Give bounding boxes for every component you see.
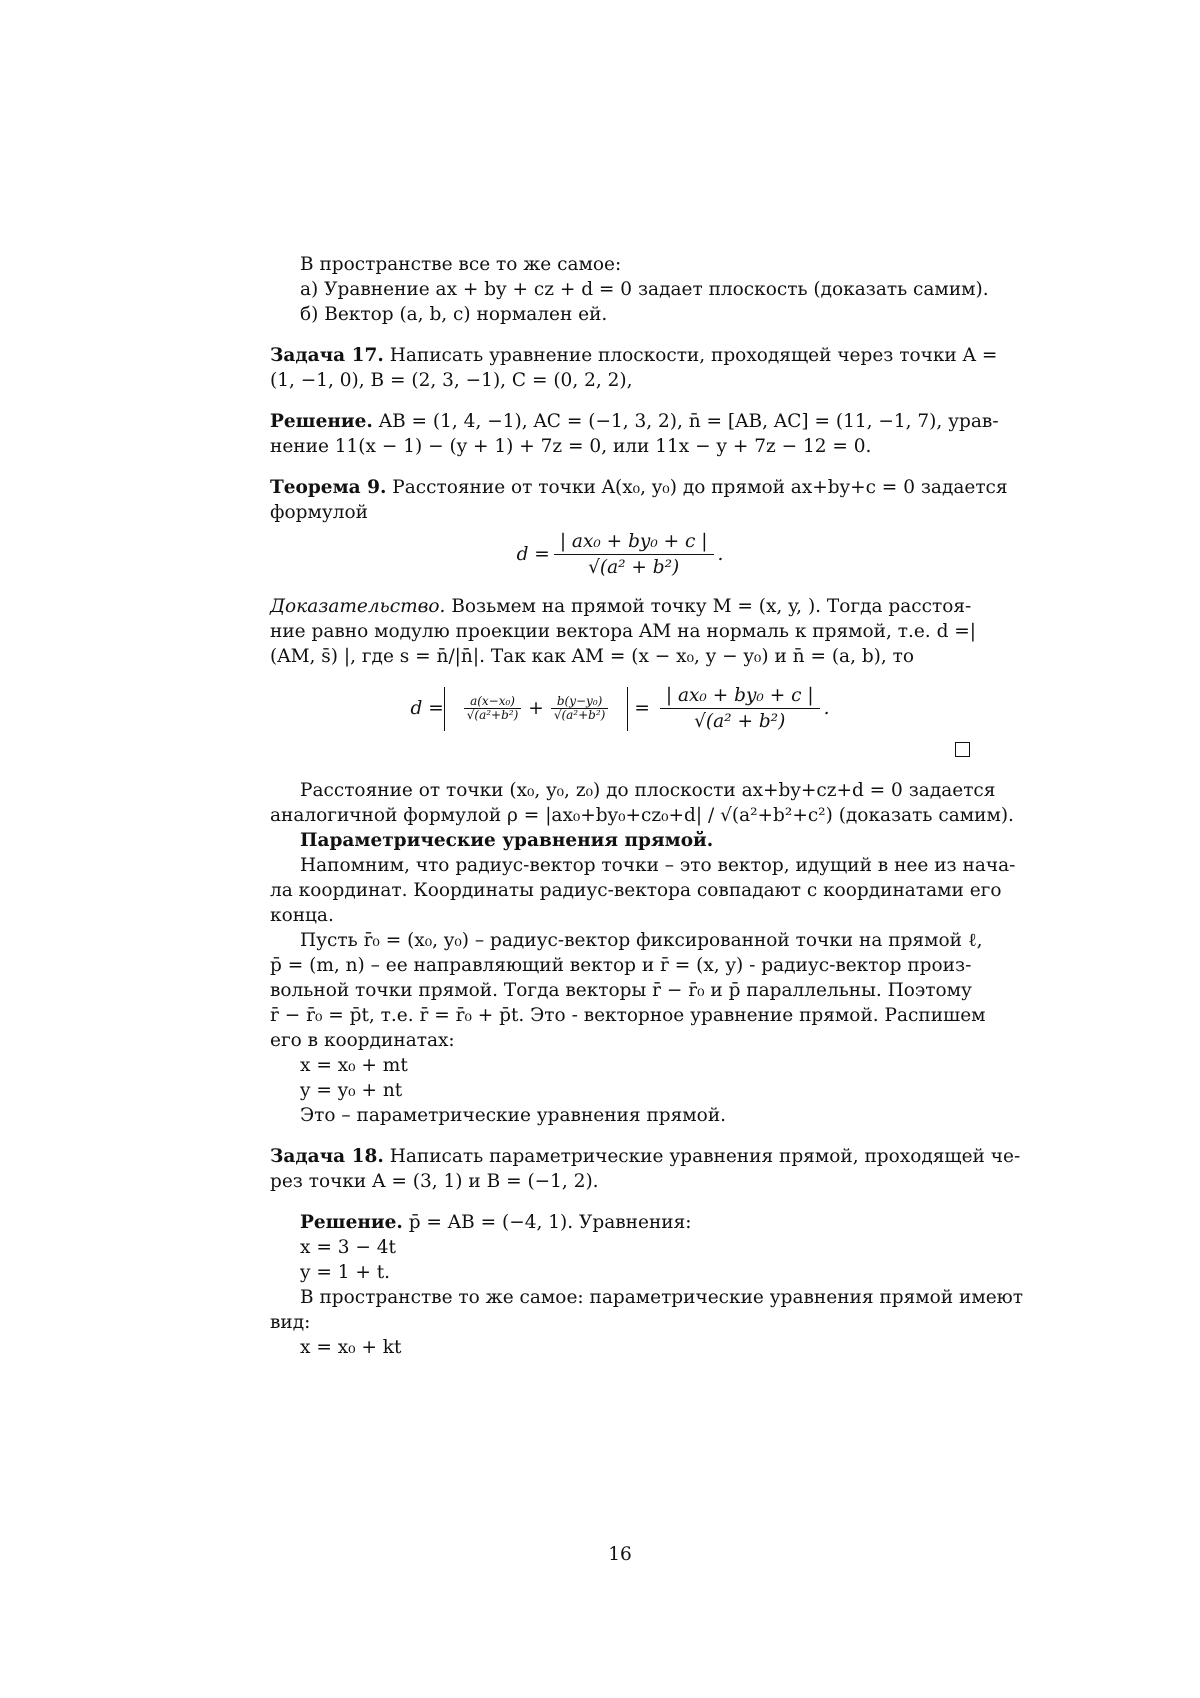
theorem-label: Теорема 9. <box>270 477 386 498</box>
text-line: формулой <box>270 500 970 525</box>
text-line: r̄ − r̄₀ = p̄t, т.е. r̄ = r̄₀ + p̄t. Это - векторное уравнение прямой. Распишем <box>270 1003 970 1028</box>
equation-line: x = 3 − 4t <box>270 1235 970 1260</box>
text-line: В пространстве все то же самое: <box>270 252 970 277</box>
denominator: √(a² + b²) <box>688 709 791 734</box>
proof-label: Доказательство. <box>270 596 445 617</box>
text-line: AB = (1, 4, −1), AC = (−1, 3, 2), n̄ = [AB, AC] = (11, −1, 7), урав- <box>379 411 999 432</box>
text-line: б) Вектор (a, b, c) нормален ей. <box>270 302 970 327</box>
solution-label: Решение. <box>300 1212 403 1233</box>
text-line: вид: <box>270 1310 970 1335</box>
text-line: конца. <box>270 903 970 928</box>
equation-line: x = x₀ + kt <box>270 1335 970 1360</box>
absolute-value <box>444 687 629 731</box>
numerator: a(x−x₀) <box>464 695 521 709</box>
text-line: Напомним, что радиус-вектор точки – это вектор, идущий в нее из нача- <box>270 853 970 878</box>
fraction <box>660 683 820 734</box>
solution-label: Решение. <box>270 411 373 432</box>
equation-line: y = 1 + t. <box>270 1260 970 1285</box>
text-line: аналогичной формулой ρ = |ax₀+by₀+cz₀+d| / √(a²+b²+c²) (доказать самим). <box>270 803 970 828</box>
text-line: вольной точки прямой. Тогда векторы r̄ − r̄₀ и p̄ параллельны. Поэтому <box>270 978 970 1003</box>
task-label: Задача 17. <box>270 345 384 366</box>
heading-text: Параметрические уравнения прямой. <box>300 830 713 851</box>
text-line: Это – параметрические уравнения прямой. <box>270 1103 970 1128</box>
proof <box>270 594 970 619</box>
task-17 <box>270 343 970 368</box>
numerator: | ax₀ + by₀ + c | <box>660 683 820 709</box>
equation-line: y = y₀ + nt <box>270 1078 970 1103</box>
proof-formula <box>270 683 970 734</box>
formula-lhs: d = <box>411 696 444 721</box>
text-line: (AM, s̄) |, где s = n̄/|n̄|. Так как AM = (x − x₀, y − y₀) и n̄ = (a, b), то <box>270 644 970 669</box>
task-label: Задача 18. <box>270 1146 384 1167</box>
text-line: Написать уравнение плоскости, проходящей через точки A = <box>390 345 998 366</box>
numerator: b(y−y₀) <box>551 695 608 709</box>
text-line: p̄ = AB = (−4, 1). Уравнения: <box>409 1212 692 1233</box>
text-line: В пространстве то же самое: параметрические уравнения прямой имеют <box>270 1285 970 1310</box>
text-line: нение 11(x − 1) − (y + 1) + 7z = 0, или 11x − y + 7z − 12 = 0. <box>270 434 970 459</box>
denominator: √(a²+b²) <box>461 709 525 722</box>
text-line: p̄ = (m, n) – ее направляющий вектор и r̄ = (x, y) - радиус-вектор произ- <box>270 953 970 978</box>
plus-sign: + <box>528 696 544 721</box>
solution-18 <box>270 1210 970 1235</box>
fraction <box>548 695 612 722</box>
text-line: (1, −1, 0), B = (2, 3, −1), C = (0, 2, 2), <box>270 368 970 393</box>
text-line: а) Уравнение ax + by + cz + d = 0 задает плоскость (доказать самим). <box>270 277 970 302</box>
numerator: | ax₀ + by₀ + c | <box>554 529 714 555</box>
distance-formula <box>270 529 970 580</box>
theorem-9 <box>270 475 970 500</box>
text-line: Расстояние от точки (x₀, y₀, z₀) до плоскости ax+by+cz+d = 0 задается <box>270 778 970 803</box>
formula-end: . <box>718 542 724 567</box>
text-line: Пусть r̄₀ = (x₀, y₀) – радиус-вектор фиксированной точки на прямой ℓ, <box>270 928 970 953</box>
text-line: Расстояние от точки A(x₀, y₀) до прямой ax+by+c = 0 задается <box>392 477 1007 498</box>
equation-line: x = x₀ + mt <box>270 1053 970 1078</box>
qed-marker <box>270 738 970 762</box>
text-line: Написать параметрические уравнения прямой, проходящей че- <box>390 1146 1021 1167</box>
text-line: рез точки A = (3, 1) и B = (−1, 2). <box>270 1169 970 1194</box>
text-line: ние равно модулю проекции вектора AM на нормаль к прямой, т.е. d =| <box>270 619 970 644</box>
page-content <box>270 252 970 1360</box>
page-number: 16 <box>270 1542 970 1567</box>
solution-17 <box>270 409 970 434</box>
text-line: ла координат. Координаты радиус-вектора совпадают с координатами его <box>270 878 970 903</box>
section-heading <box>270 828 970 853</box>
equals-sign: = <box>634 696 650 721</box>
text-line: его в координатах: <box>270 1028 970 1053</box>
formula-end: . <box>824 696 830 721</box>
text-line: Возьмем на прямой точку M = (x, y, ). Тогда расстоя- <box>451 596 971 617</box>
qed-square-icon <box>955 742 970 757</box>
task-18 <box>270 1144 970 1169</box>
denominator: √(a²+b²) <box>548 709 612 722</box>
fraction <box>461 695 525 722</box>
denominator: √(a² + b²) <box>582 555 685 580</box>
formula-lhs: d = <box>517 542 550 567</box>
fraction <box>554 529 714 580</box>
